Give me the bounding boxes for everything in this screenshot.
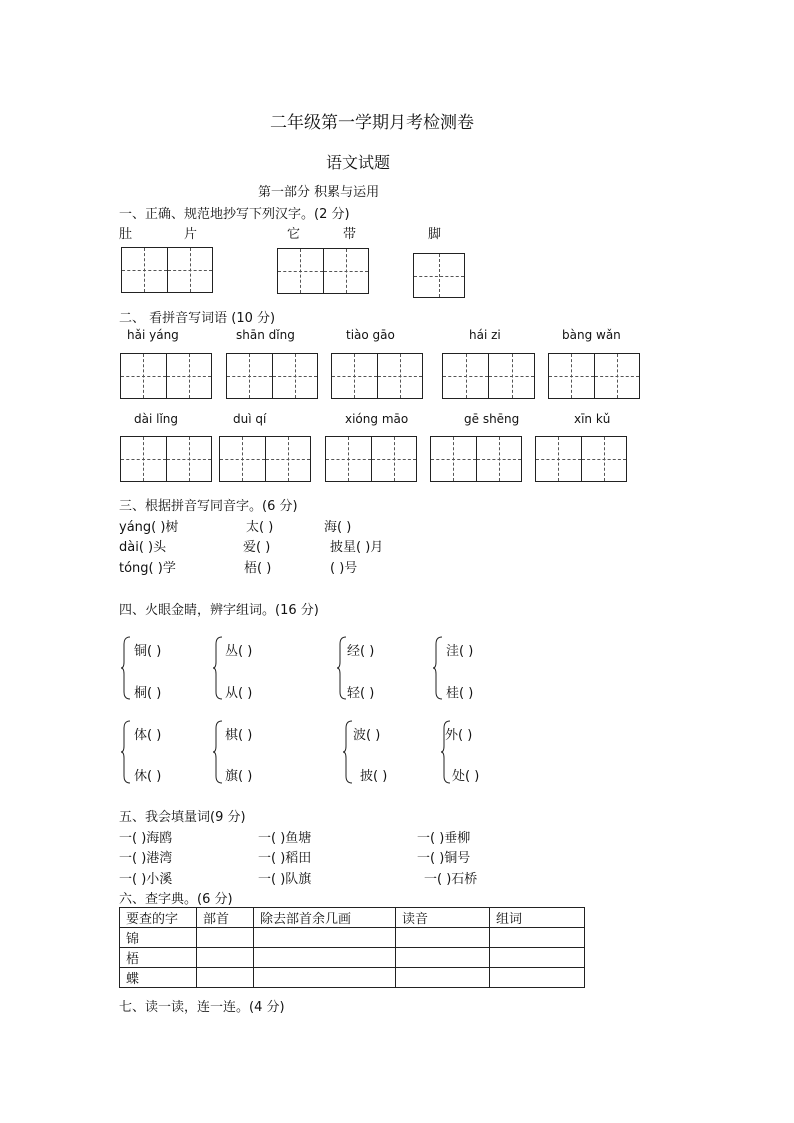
word-pair-item: 外( ) (445, 728, 473, 743)
writing-grid[interactable] (226, 353, 318, 399)
brace-icon (121, 720, 131, 784)
section-7-heading: 七、读一读，连一连。(4 分) (119, 1000, 285, 1015)
writing-grid-1[interactable] (121, 247, 213, 293)
table-header-cell: 部首 (197, 908, 254, 928)
writing-grid[interactable] (442, 353, 535, 399)
brace-icon (213, 720, 223, 784)
writing-grid[interactable] (430, 436, 522, 482)
copy-char-2: 片 (184, 227, 198, 242)
writing-grid[interactable] (548, 353, 640, 399)
measure-word-item: 一( )队旗 (258, 872, 312, 887)
measure-word-item: 一( )港湾 (119, 851, 173, 866)
brace-icon (213, 636, 223, 700)
writing-grid[interactable] (535, 436, 627, 482)
measure-word-item: 一( )石桥 (424, 872, 478, 887)
copy-char-4: 带 (343, 227, 357, 242)
section-4-heading: 四、火眼金睛，辨字组词。(16 分) (119, 603, 319, 618)
table-cell[interactable] (254, 948, 396, 968)
table-cell[interactable] (490, 928, 585, 948)
brace-icon (121, 636, 131, 700)
writing-grid[interactable] (325, 436, 417, 482)
section-2-heading: 二、 看拼音写词语 (10 分) (119, 311, 276, 326)
table-row (120, 928, 585, 948)
word-pair-item: 桂( ) (446, 686, 474, 701)
homophone-item: ( )号 (330, 561, 358, 576)
pinyin-label: duì qí (233, 412, 267, 426)
table-cell[interactable] (396, 968, 490, 988)
homophone-item: 披星( )月 (330, 540, 384, 555)
writing-grid[interactable] (120, 436, 212, 482)
table-header-cell: 读音 (396, 908, 490, 928)
copy-char-5: 脚 (428, 227, 442, 242)
exam-title: 二年级第一学期月考检测卷 (270, 113, 474, 133)
homophone-item: yáng( )树 (119, 520, 179, 535)
table-header-cell: 组词 (490, 908, 585, 928)
pinyin-label: shān dǐng (236, 328, 295, 342)
table-header-cell: 除去部首余几画 (254, 908, 396, 928)
word-pair-item: 休( ) (134, 769, 162, 784)
writing-grid[interactable] (120, 353, 212, 399)
homophone-item: 太( ) (246, 520, 274, 535)
pinyin-label: xīn kǔ (574, 412, 611, 426)
section-3-heading: 三、根据拼音写同音字。(6 分) (119, 499, 298, 514)
pinyin-label: tiào gāo (346, 328, 395, 342)
word-pair-item: 体( ) (134, 728, 162, 743)
table-row (120, 948, 585, 968)
part-title: 第一部分 积累与运用 (258, 185, 380, 200)
pinyin-label: hái zi (469, 328, 501, 342)
writing-grid[interactable] (219, 436, 311, 482)
word-pair-item: 丛( ) (225, 644, 253, 659)
brace-icon (433, 636, 443, 700)
table-cell[interactable] (254, 928, 396, 948)
measure-word-item: 一( )小溪 (119, 872, 173, 887)
word-pair-item: 桐( ) (134, 686, 162, 701)
table-cell: 蝶 (120, 968, 197, 988)
section-1-heading: 一、正确、规范地抄写下列汉字。(2 分) (119, 207, 350, 222)
homophone-item: 梧( ) (244, 561, 272, 576)
homophone-item: dài( )头 (119, 540, 167, 555)
word-pair-item: 轻( ) (347, 686, 375, 701)
copy-char-1: 肚 (119, 227, 133, 242)
table-cell[interactable] (490, 948, 585, 968)
word-pair-item: 波( ) (353, 728, 381, 743)
table-cell[interactable] (197, 948, 254, 968)
word-pair-item: 旗( ) (225, 769, 253, 784)
section-5-heading: 五、我会填量词(9 分) (119, 810, 246, 825)
subject-title: 语文试题 (326, 153, 391, 172)
writing-grid-3[interactable] (413, 253, 465, 298)
table-cell: 锦 (120, 928, 197, 948)
measure-word-item: 一( )垂柳 (417, 831, 471, 846)
measure-word-item: 一( )鱼塘 (258, 831, 312, 846)
brace-icon (337, 636, 347, 700)
brace-icon (343, 720, 353, 784)
homophone-item: 海( ) (324, 520, 352, 535)
table-row (120, 968, 585, 988)
homophone-item: tóng( )学 (119, 561, 176, 576)
table-cell[interactable] (254, 968, 396, 988)
word-pair-item: 经( ) (347, 644, 375, 659)
table-cell: 梧 (120, 948, 197, 968)
table-cell[interactable] (396, 928, 490, 948)
writing-grid[interactable] (331, 353, 423, 399)
word-pair-item: 从( ) (225, 686, 253, 701)
pinyin-label: bàng wǎn (562, 328, 621, 342)
table-header-cell: 要查的字 (120, 908, 197, 928)
table-cell[interactable] (197, 968, 254, 988)
section-6-heading: 六、查字典。(6 分) (119, 892, 233, 907)
measure-word-item: 一( )铜号 (417, 851, 471, 866)
table-cell[interactable] (490, 968, 585, 988)
word-pair-item: 披( ) (360, 769, 388, 784)
word-pair-item: 棋( ) (225, 728, 253, 743)
homophone-item: 爱( ) (243, 540, 271, 555)
measure-word-item: 一( )稻田 (258, 851, 312, 866)
copy-char-3: 它 (287, 227, 301, 242)
pinyin-label: hǎi yáng (127, 328, 179, 342)
pinyin-label: gē shēng (464, 412, 520, 426)
pinyin-label: dài lǐng (134, 412, 179, 426)
writing-grid-2[interactable] (277, 248, 369, 294)
word-pair-item: 处( ) (452, 769, 480, 784)
table-cell[interactable] (396, 948, 490, 968)
table-header-row (120, 908, 585, 928)
word-pair-item: 铜( ) (134, 644, 162, 659)
table-cell[interactable] (197, 928, 254, 948)
pinyin-label: xióng māo (345, 412, 409, 426)
word-pair-item: 洼( ) (446, 644, 474, 659)
dictionary-table (119, 907, 585, 988)
measure-word-item: 一( )海鸥 (119, 831, 173, 846)
